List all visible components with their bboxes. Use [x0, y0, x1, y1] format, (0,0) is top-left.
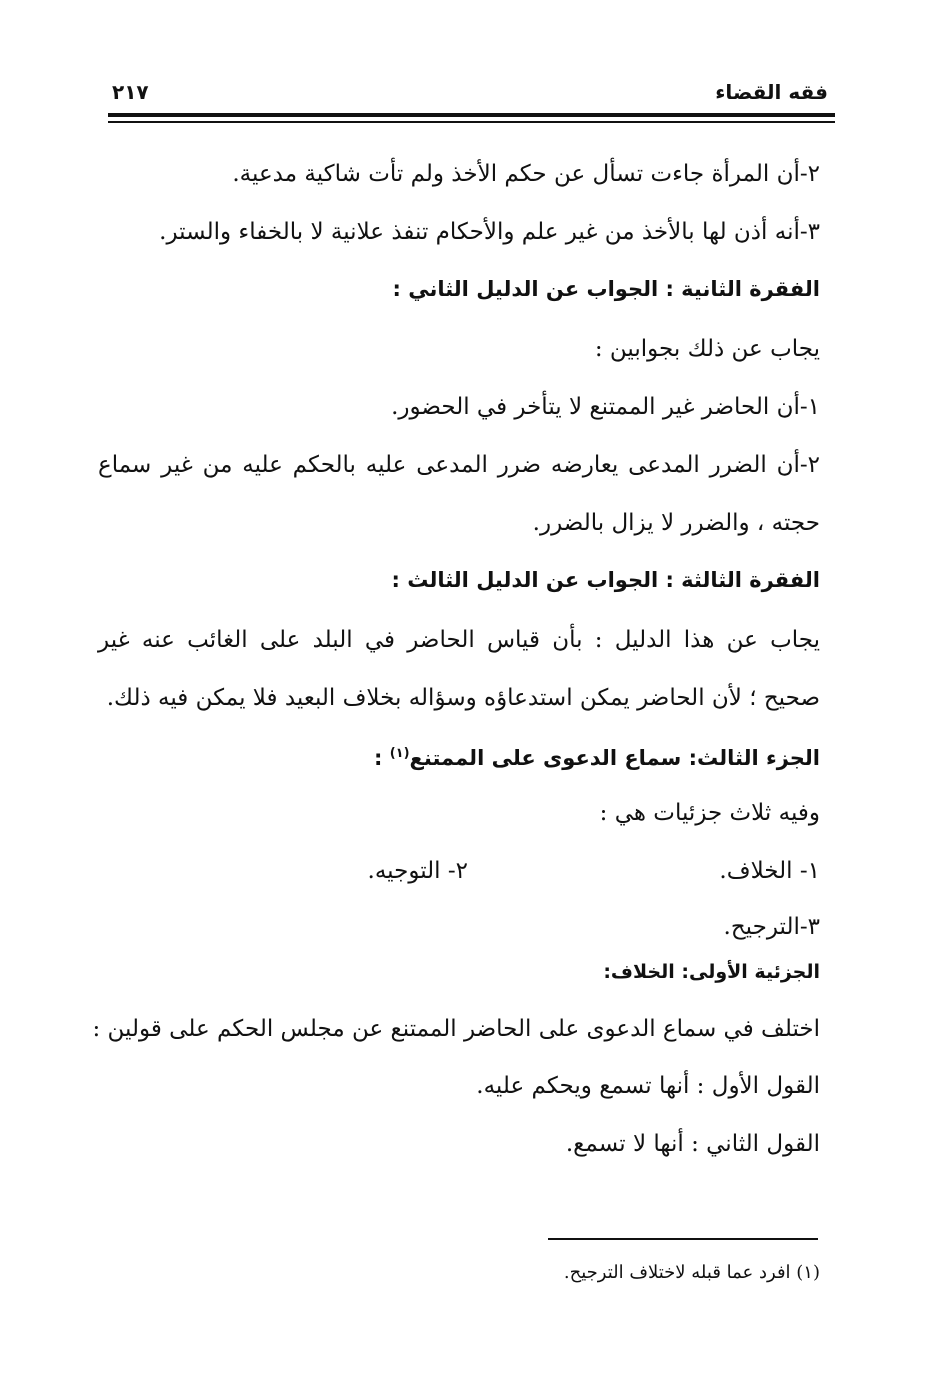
- text-line: وفيه ثلاث جزئيات هي :: [599, 800, 820, 826]
- header-rule-thin: [108, 121, 835, 123]
- list-item: ٢- التوجيه.: [367, 858, 468, 884]
- text-line: ٢-أن المرأة جاءت تسأل عن حكم الأخذ ولم تأت شاكية مدعية.: [232, 161, 820, 187]
- text-line: يجاب عن ذلك بجوابين :: [594, 336, 820, 362]
- footnote: (١) افرد عما قبله لاختلاف الترجيح.: [563, 1262, 820, 1283]
- section-heading-text: الجزء الثالث: سماع الدعوى على الممتنع: [409, 746, 820, 770]
- text-line: حجته ، والضرر لا يزال بالضرر.: [532, 510, 820, 536]
- section-heading: الفقرة الثالثة : الجواب عن الدليل الثالث :: [391, 568, 820, 592]
- section-heading: [98, 738, 820, 774]
- heading-colon: :: [373, 746, 390, 770]
- running-header-title: فقه القضاء: [715, 80, 828, 104]
- list-item: ٣-الترجيح.: [723, 914, 820, 940]
- text-line: القول الثاني : أنها لا تسمع.: [565, 1131, 820, 1157]
- section-heading: الفقرة الثانية : الجواب عن الدليل الثاني :: [392, 277, 820, 301]
- footnote-separator: [548, 1238, 818, 1240]
- list-item: ١- الخلاف.: [719, 858, 820, 884]
- text-line: القول الأول : أنها تسمع ويحكم عليه.: [476, 1073, 820, 1099]
- text-line: اختلف في سماع الدعوى على الحاضر الممتنع عن مجلس الحكم على قولين :: [92, 1016, 820, 1042]
- header-rule-thick: [108, 113, 835, 117]
- text-line: ٣-أنه أذن لها بالأخذ من غير علم والأحكام تنفذ علانية لا بالخفاء والستر.: [159, 219, 820, 245]
- text-line: يجاب عن هذا الدليل : بأن قياس الحاضر في البلد على الغائب عنه غير: [98, 627, 820, 653]
- subsection-heading: الجزئية الأولى: الخلاف:: [603, 961, 820, 983]
- text-line: ١-أن الحاضر غير الممتنع لا يتأخر في الحضور.: [391, 394, 820, 420]
- footnote-marker: (١): [389, 746, 410, 761]
- text-line: ٢-أن الضرر المدعى يعارضه ضرر المدعى عليه بالحكم عليه من غير سماع: [98, 452, 820, 478]
- page-number: ٢١٧: [112, 80, 149, 104]
- text-line: صحيح ؛ لأن الحاضر يمكن استدعاؤه وسؤاله بخلاف البعيد فلا يمكن فيه ذلك.: [106, 685, 820, 711]
